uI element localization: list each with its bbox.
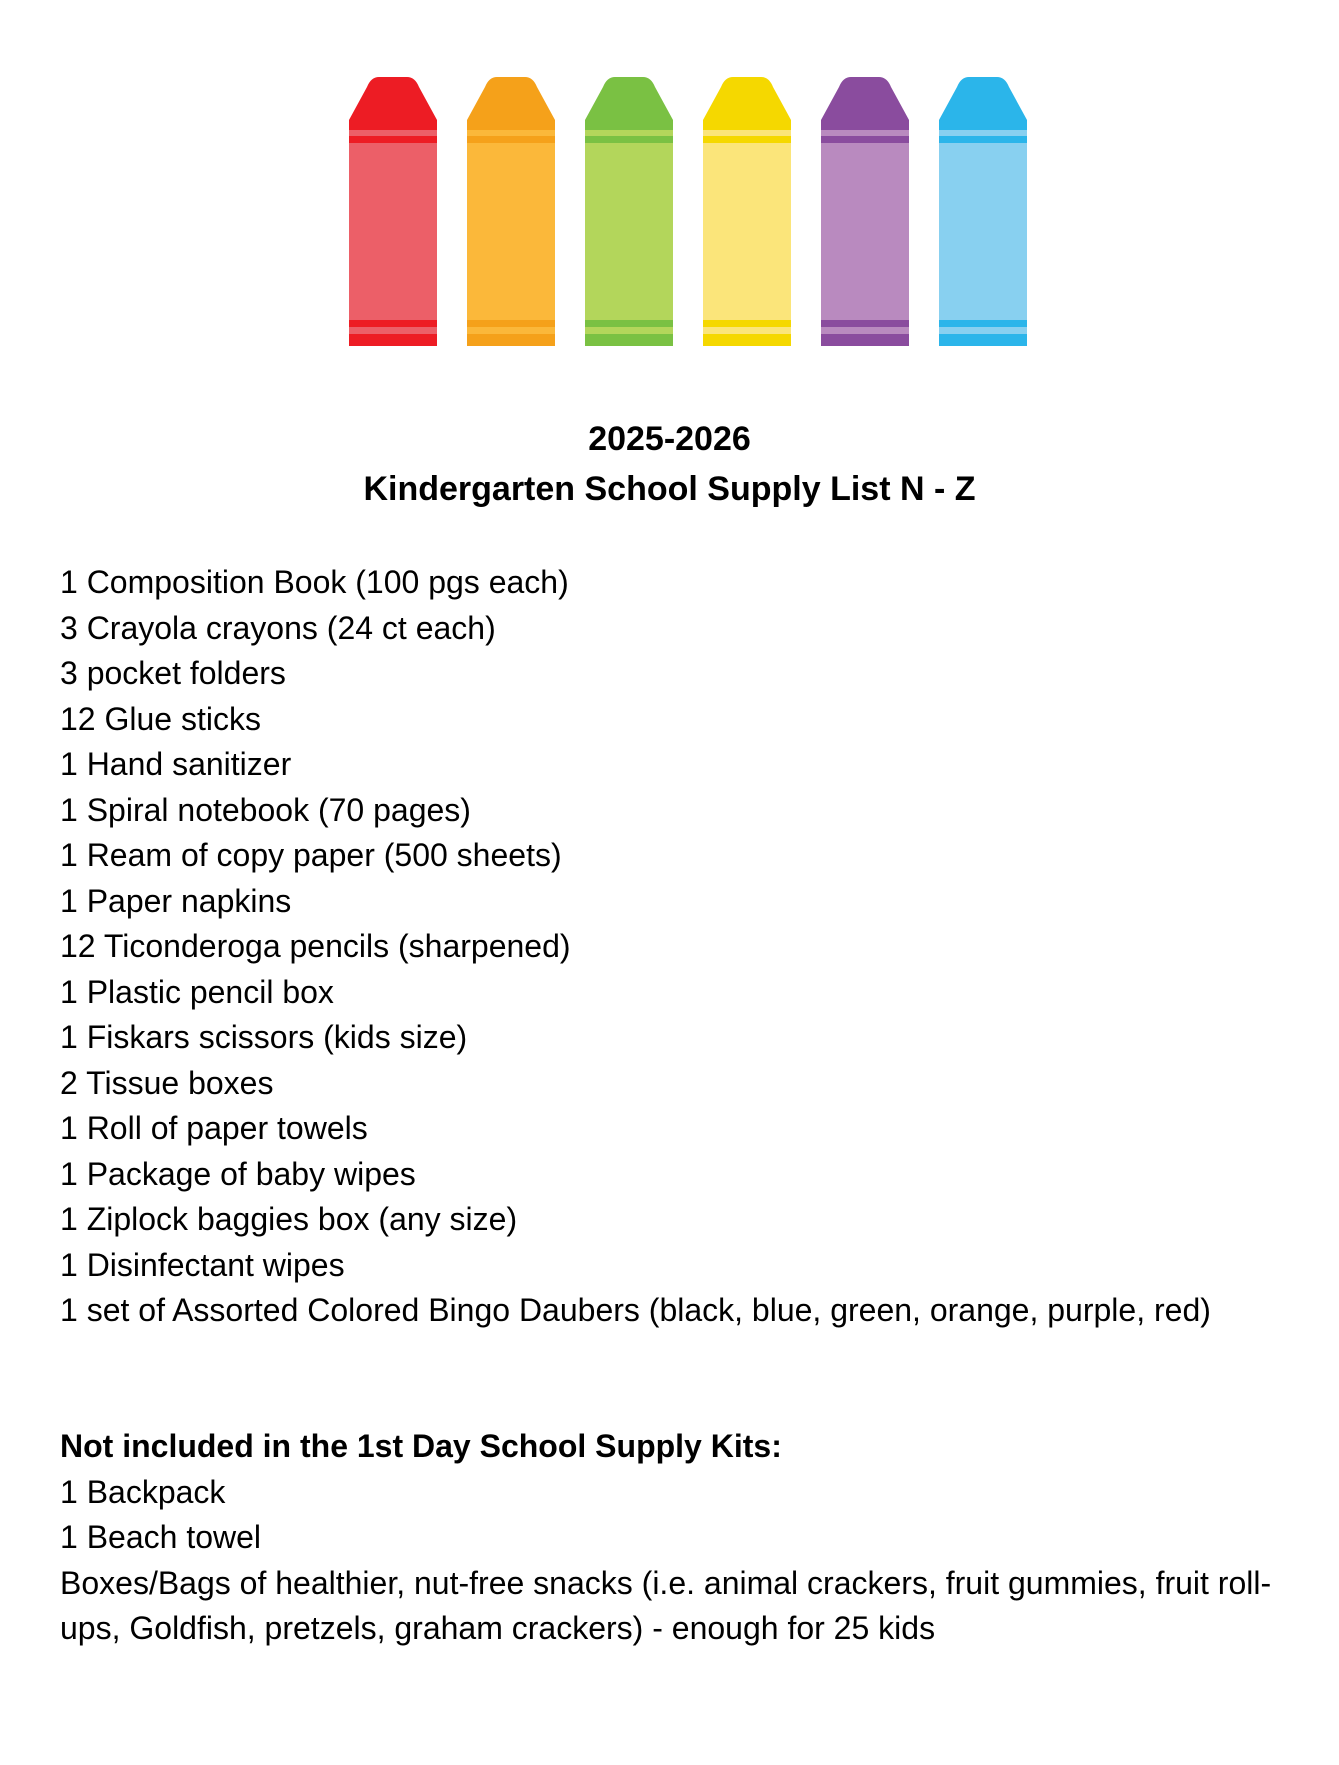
- crayon-body: [349, 120, 437, 346]
- crayon-band: [349, 334, 437, 346]
- crayon-band: [349, 120, 437, 130]
- crayon-band: [703, 136, 791, 143]
- extra-item: 1 Beach towel: [60, 1519, 262, 1555]
- school-year: 2025-2026: [588, 420, 751, 458]
- extra-item: 1 Backpack: [60, 1473, 226, 1510]
- supply-item: 3 Crayola crayons (24 ct each): [60, 609, 496, 646]
- crayon-icon: [585, 77, 673, 346]
- supply-item: 1 Disinfectant wipes: [60, 1246, 345, 1283]
- supply-item: 1 Ziplock baggies box (any size): [60, 1201, 518, 1237]
- crayon-band: [349, 320, 437, 327]
- crayon-tip: [703, 77, 791, 120]
- crayon-band: [939, 120, 1027, 130]
- crayon-band: [467, 120, 555, 130]
- supply-item: 1 Paper napkins: [60, 882, 292, 919]
- page-title: Kindergarten School Supply List N - Z: [363, 470, 976, 508]
- extras-list: [60, 1470, 1300, 1652]
- crayon-band: [821, 136, 909, 143]
- crayon-band: [585, 120, 673, 130]
- crayon-band: [703, 334, 791, 346]
- crayon-icon: [939, 77, 1027, 346]
- crayon-body: [821, 120, 909, 346]
- crayon-body: [467, 120, 555, 346]
- crayon-band: [821, 334, 909, 346]
- crayon-tip: [939, 77, 1027, 120]
- supply-item: 1 Composition Book (100 pgs each): [60, 564, 569, 600]
- crayon-band: [585, 320, 673, 327]
- supply-item: 1 Fiskars scissors (kids size): [60, 1019, 468, 1055]
- crayon-band: [467, 320, 555, 327]
- supply-item: 1 Ream of copy paper (500 sheets): [60, 837, 562, 873]
- crayon-icon: [349, 77, 437, 346]
- supply-item: 1 Plastic pencil box: [60, 973, 334, 1010]
- crayon-illustration: [0, 0, 1339, 380]
- supply-item: 2 Tissue boxes: [60, 1064, 274, 1101]
- supply-item: 1 Package of baby wipes: [60, 1155, 416, 1192]
- extras-heading: Not included in the 1st Day School Supply Kits:: [60, 1428, 782, 1464]
- crayon-banner: [0, 0, 1339, 380]
- supply-item: 1 Spiral notebook (70 pages): [60, 791, 471, 828]
- crayon-band: [939, 320, 1027, 327]
- crayon-band: [585, 136, 673, 143]
- crayon-tip: [821, 77, 909, 120]
- crayon-band: [821, 320, 909, 327]
- crayon-band: [703, 320, 791, 327]
- supply-item: 12 Ticonderoga pencils (sharpened): [60, 928, 571, 964]
- crayon-tip: [585, 77, 673, 120]
- supply-item: 3 pocket folders: [60, 655, 286, 691]
- extra-item: Boxes/Bags of healthier, nut-free snacks (i.e. animal crackers, fruit gummies, fruit roll-ups, Goldfish, pretzels, graham crackers) - enough for 25 kids: [60, 1564, 1272, 1646]
- crayon-band: [703, 120, 791, 130]
- supply-list: [60, 560, 1300, 1334]
- crayon-band: [821, 120, 909, 130]
- crayon-band: [349, 136, 437, 143]
- crayon-band: [467, 334, 555, 346]
- crayon-tip: [467, 77, 555, 120]
- crayon-tip: [349, 77, 437, 120]
- crayon-band: [939, 334, 1027, 346]
- crayon-body: [703, 120, 791, 346]
- supply-item: 1 set of Assorted Colored Bingo Daubers (black, blue, green, orange, purple, red): [60, 1292, 1211, 1328]
- crayon-icon: [467, 77, 555, 346]
- crayon-band: [585, 334, 673, 346]
- crayon-body: [939, 120, 1027, 346]
- supply-item: 1 Hand sanitizer: [60, 746, 292, 782]
- supply-item: 1 Roll of paper towels: [60, 1110, 368, 1146]
- crayon-icon: [821, 77, 909, 346]
- crayon-band: [939, 136, 1027, 143]
- crayon-band: [467, 136, 555, 143]
- title-block: [0, 414, 1339, 514]
- supply-item: 12 Glue sticks: [60, 700, 261, 737]
- crayon-icon: [703, 77, 791, 346]
- crayon-body: [585, 120, 673, 346]
